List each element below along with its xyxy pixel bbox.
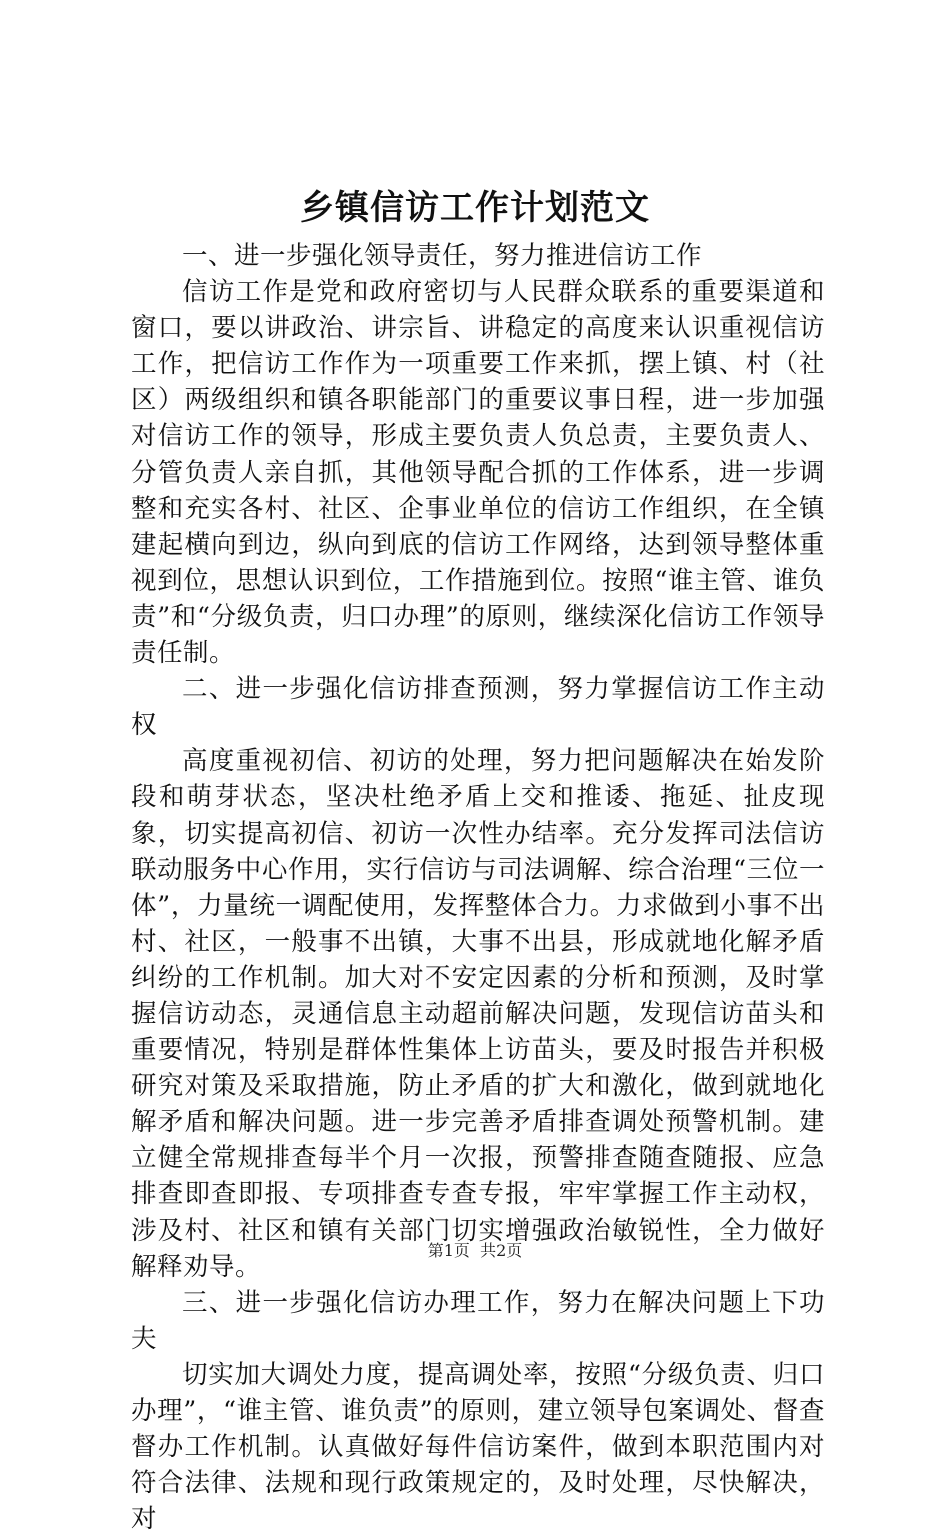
page-footer [0,1241,950,1261]
document-title: 乡镇信访工作计划范文 [300,188,650,228]
body-paragraph-2: 高度重视初信、初访的处理，努力把问题解决在始发阶段和萌芽状态，坚决杜绝矛盾上交和推诿、拖延、扯皮现象，切实提高初信、初访一次性办结率。充分发挥司法信访联动服务中心作用，实行信访与司法调解、综合治理“三位一体”，力量统一调配使用，发挥整体合力。力求做到小事不出村、社区，一般事不出镇，大事不出县，形成就地化解矛盾纠纷的工作机制。加大对不安定因素的分析和预测，及时掌握信访动态，灵通信息主动超前解决问题，发现信访苗头和重要情况，特别是群体性集体上访苗头，要及时报告并积极研究对策及采取措施，防止矛盾的扩大和激化，做到就地化解矛盾和解决问题。进一步完善矛盾排查调处预警机制。建立健全常规排查每半个月一次报，预警排查随查随报、应急排查即查即报、专项排查专查专报，牢牢掌握工作主动权，涉及村、社区和镇有关部门切实增强政治敏锐性，全力做好解释劝导。 [131,746,825,1282]
section-heading-3: 三、进一步强化信访办理工作，努力在解决问题上下功夫 [131,1287,825,1354]
section-heading-1: 一、进一步强化领导责任，努力推进信访工作 [182,241,703,271]
body-paragraph-3: 切实加大调处力度，提高调处率，按照“分级负责、归口办理”，“谁主管、谁负责”的原则，建立领导包案调处、督查督办工作机制。认真做好每件信访案件，做到本职范围内对符合法律、法规和现行政策规定的，及时处理，尽快解决，对 [131,1359,825,1535]
document-body [131,238,825,1537]
section-heading-2: 二、进一步强化信访排查预测，努力掌握信访工作主动权 [131,674,825,741]
body-paragraph-1: 信访工作是党和政府密切与人民群众联系的重要渠道和窗口，要以讲政治、讲宗旨、讲稳定的高度来认识重视信访工作，把信访工作作为一项重要工作来抓，摆上镇、村（社区）两级组织和镇各职能部门的重要议事日程，进一步加强对信访工作的领导，形成主要负责人负总责，主要负责人、分管负责人亲自抓，其他领导配合抓的工作体系，进一步调整和充实各村、社区、企事业单位的信访工作组织，在全镇建起横向到边，纵向到底的信访工作网络，达到领导整体重视到位，思想认识到位，工作措施到位。按照“谁主管、谁负责”和“分级负责，归口办理”的原则，继续深化信访工作领导责任制。 [131,277,825,669]
page-number-label: 第1页 共2页 [427,1241,523,1260]
